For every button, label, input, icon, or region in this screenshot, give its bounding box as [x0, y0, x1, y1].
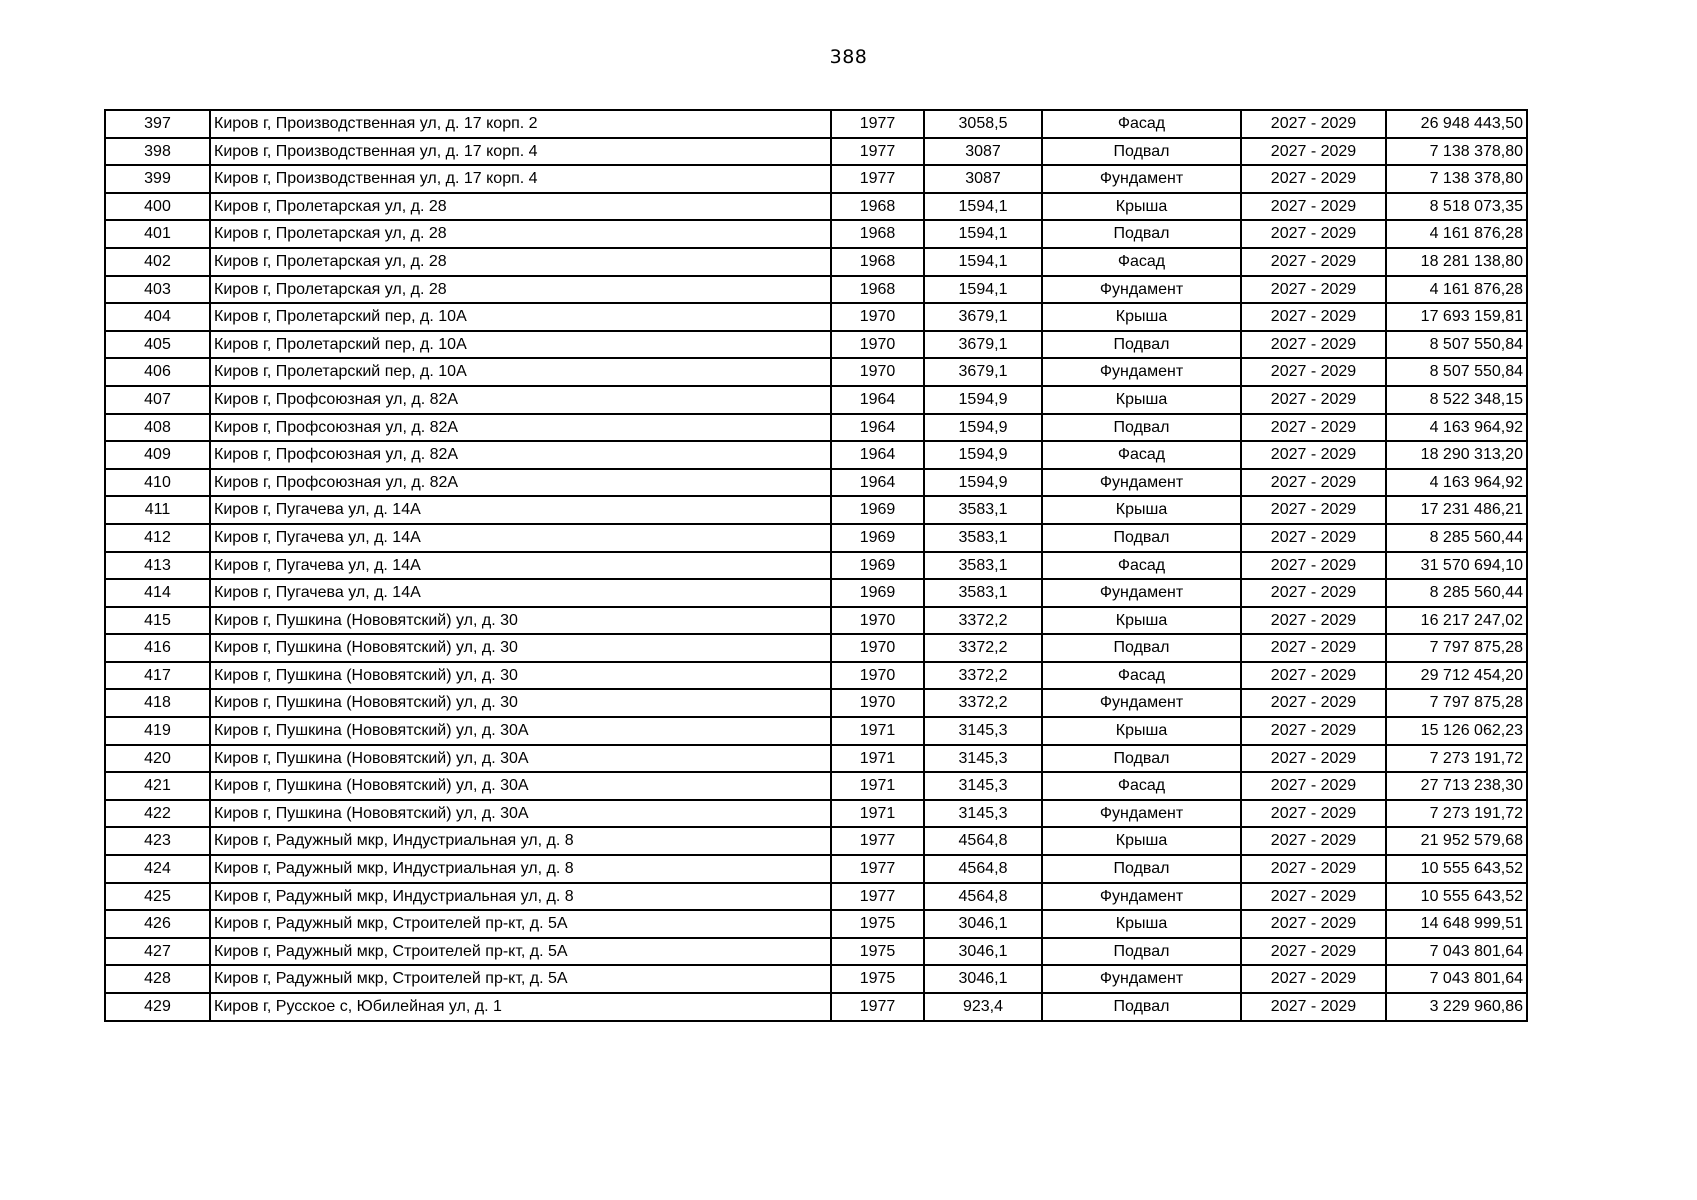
address-cell: Киров г, Радужный мкр, Строителей пр-кт, д. 5А: [210, 938, 831, 966]
year-built-cell: 1970: [831, 358, 924, 386]
page-number: 388: [829, 46, 868, 68]
row-number-cell: 406: [105, 358, 210, 386]
table-row: [105, 689, 1527, 717]
row-number-cell: 416: [105, 634, 210, 662]
address-cell: Киров г, Радужный мкр, Индустриальная ул, д. 8: [210, 827, 831, 855]
period-cell: 2027 - 2029: [1241, 358, 1386, 386]
area-cell: 4564,8: [924, 855, 1042, 883]
work-type-cell: Фундамент: [1042, 579, 1241, 607]
address-cell: Киров г, Пугачева ул, д. 14А: [210, 579, 831, 607]
period-cell: 2027 - 2029: [1241, 965, 1386, 993]
address-cell: Киров г, Пролетарский пер, д. 10А: [210, 331, 831, 359]
year-built-cell: 1964: [831, 441, 924, 469]
area-cell: 4564,8: [924, 883, 1042, 911]
table-row: [105, 193, 1527, 221]
address-cell: Киров г, Пролетарский пер, д. 10А: [210, 303, 831, 331]
row-number-cell: 413: [105, 552, 210, 580]
area-cell: 3087: [924, 165, 1042, 193]
year-built-cell: 1969: [831, 496, 924, 524]
row-number-cell: 428: [105, 965, 210, 993]
area-cell: 3372,2: [924, 607, 1042, 635]
period-cell: 2027 - 2029: [1241, 524, 1386, 552]
period-cell: 2027 - 2029: [1241, 993, 1386, 1021]
table-row: [105, 276, 1527, 304]
area-cell: 3583,1: [924, 524, 1042, 552]
work-type-cell: Подвал: [1042, 331, 1241, 359]
work-type-cell: Фасад: [1042, 662, 1241, 690]
year-built-cell: 1971: [831, 717, 924, 745]
period-cell: 2027 - 2029: [1241, 910, 1386, 938]
period-cell: 2027 - 2029: [1241, 193, 1386, 221]
period-cell: 2027 - 2029: [1241, 579, 1386, 607]
table-row: [105, 524, 1527, 552]
year-built-cell: 1970: [831, 303, 924, 331]
year-built-cell: 1970: [831, 607, 924, 635]
period-cell: 2027 - 2029: [1241, 441, 1386, 469]
cost-cell: 10 555 643,52: [1386, 883, 1527, 911]
work-type-cell: Подвал: [1042, 138, 1241, 166]
cost-cell: 4 163 964,92: [1386, 469, 1527, 497]
row-number-cell: 429: [105, 993, 210, 1021]
table-row: [105, 138, 1527, 166]
cost-cell: 27 713 238,30: [1386, 772, 1527, 800]
table-row: [105, 800, 1527, 828]
period-cell: 2027 - 2029: [1241, 303, 1386, 331]
row-number-cell: 426: [105, 910, 210, 938]
cost-cell: 7 138 378,80: [1386, 138, 1527, 166]
area-cell: 3679,1: [924, 303, 1042, 331]
address-cell: Киров г, Профсоюзная ул, д. 82А: [210, 386, 831, 414]
area-cell: 3046,1: [924, 910, 1042, 938]
area-cell: 4564,8: [924, 827, 1042, 855]
work-type-cell: Фасад: [1042, 772, 1241, 800]
period-cell: 2027 - 2029: [1241, 110, 1386, 138]
work-type-cell: Фасад: [1042, 248, 1241, 276]
cost-cell: 4 163 964,92: [1386, 414, 1527, 442]
row-number-cell: 427: [105, 938, 210, 966]
row-number-cell: 412: [105, 524, 210, 552]
cost-cell: 3 229 960,86: [1386, 993, 1527, 1021]
repair-schedule-table: [104, 109, 1528, 1022]
period-cell: 2027 - 2029: [1241, 689, 1386, 717]
cost-cell: 29 712 454,20: [1386, 662, 1527, 690]
cost-cell: 8 522 348,15: [1386, 386, 1527, 414]
work-type-cell: Фундамент: [1042, 800, 1241, 828]
cost-cell: 21 952 579,68: [1386, 827, 1527, 855]
cost-cell: 4 161 876,28: [1386, 220, 1527, 248]
area-cell: 1594,1: [924, 220, 1042, 248]
period-cell: 2027 - 2029: [1241, 220, 1386, 248]
table-row: [105, 938, 1527, 966]
address-cell: Киров г, Пушкина (Нововятский) ул, д. 30А: [210, 772, 831, 800]
row-number-cell: 417: [105, 662, 210, 690]
year-built-cell: 1971: [831, 772, 924, 800]
row-number-cell: 414: [105, 579, 210, 607]
table-row: [105, 248, 1527, 276]
area-cell: 3583,1: [924, 496, 1042, 524]
year-built-cell: 1970: [831, 331, 924, 359]
work-type-cell: Подвал: [1042, 634, 1241, 662]
year-built-cell: 1969: [831, 552, 924, 580]
table-row: [105, 855, 1527, 883]
area-cell: 3145,3: [924, 772, 1042, 800]
year-built-cell: 1971: [831, 800, 924, 828]
row-number-cell: 401: [105, 220, 210, 248]
table-row: [105, 717, 1527, 745]
work-type-cell: Подвал: [1042, 938, 1241, 966]
year-built-cell: 1977: [831, 883, 924, 911]
cost-cell: 16 217 247,02: [1386, 607, 1527, 635]
area-cell: 923,4: [924, 993, 1042, 1021]
table-row: [105, 827, 1527, 855]
period-cell: 2027 - 2029: [1241, 386, 1386, 414]
address-cell: Киров г, Пушкина (Нововятский) ул, д. 30: [210, 634, 831, 662]
year-built-cell: 1970: [831, 634, 924, 662]
area-cell: 3372,2: [924, 689, 1042, 717]
row-number-cell: 402: [105, 248, 210, 276]
table-row: [105, 745, 1527, 773]
period-cell: 2027 - 2029: [1241, 772, 1386, 800]
cost-cell: 7 273 191,72: [1386, 800, 1527, 828]
cost-cell: 17 693 159,81: [1386, 303, 1527, 331]
area-cell: 3145,3: [924, 717, 1042, 745]
address-cell: Киров г, Пролетарская ул, д. 28: [210, 193, 831, 221]
row-number-cell: 418: [105, 689, 210, 717]
table-row: [105, 662, 1527, 690]
table-row: [105, 165, 1527, 193]
address-cell: Киров г, Производственная ул, д. 17 корп. 2: [210, 110, 831, 138]
work-type-cell: Крыша: [1042, 827, 1241, 855]
cost-cell: 26 948 443,50: [1386, 110, 1527, 138]
year-built-cell: 1977: [831, 138, 924, 166]
year-built-cell: 1977: [831, 855, 924, 883]
work-type-cell: Крыша: [1042, 386, 1241, 414]
period-cell: 2027 - 2029: [1241, 938, 1386, 966]
year-built-cell: 1964: [831, 386, 924, 414]
area-cell: 3046,1: [924, 938, 1042, 966]
cost-cell: 7 138 378,80: [1386, 165, 1527, 193]
cost-cell: 7 043 801,64: [1386, 965, 1527, 993]
period-cell: 2027 - 2029: [1241, 248, 1386, 276]
address-cell: Киров г, Профсоюзная ул, д. 82А: [210, 469, 831, 497]
year-built-cell: 1975: [831, 910, 924, 938]
cost-cell: 8 285 560,44: [1386, 524, 1527, 552]
row-number-cell: 411: [105, 496, 210, 524]
period-cell: 2027 - 2029: [1241, 496, 1386, 524]
row-number-cell: 420: [105, 745, 210, 773]
area-cell: 3145,3: [924, 800, 1042, 828]
row-number-cell: 423: [105, 827, 210, 855]
address-cell: Киров г, Пушкина (Нововятский) ул, д. 30: [210, 662, 831, 690]
year-built-cell: 1964: [831, 414, 924, 442]
year-built-cell: 1977: [831, 110, 924, 138]
year-built-cell: 1977: [831, 993, 924, 1021]
row-number-cell: 404: [105, 303, 210, 331]
period-cell: 2027 - 2029: [1241, 331, 1386, 359]
table-row: [105, 358, 1527, 386]
year-built-cell: 1970: [831, 662, 924, 690]
address-cell: Киров г, Производственная ул, д. 17 корп. 4: [210, 138, 831, 166]
work-type-cell: Фасад: [1042, 441, 1241, 469]
cost-cell: 15 126 062,23: [1386, 717, 1527, 745]
cost-cell: 8 507 550,84: [1386, 331, 1527, 359]
cost-cell: 8 507 550,84: [1386, 358, 1527, 386]
period-cell: 2027 - 2029: [1241, 276, 1386, 304]
period-cell: 2027 - 2029: [1241, 883, 1386, 911]
address-cell: Киров г, Пушкина (Нововятский) ул, д. 30А: [210, 800, 831, 828]
work-type-cell: Подвал: [1042, 220, 1241, 248]
row-number-cell: 408: [105, 414, 210, 442]
table-row: [105, 883, 1527, 911]
work-type-cell: Фундамент: [1042, 165, 1241, 193]
year-built-cell: 1975: [831, 938, 924, 966]
address-cell: Киров г, Пушкина (Нововятский) ул, д. 30: [210, 607, 831, 635]
table-row: [105, 910, 1527, 938]
table-row: [105, 552, 1527, 580]
work-type-cell: Подвал: [1042, 993, 1241, 1021]
cost-cell: 8 518 073,35: [1386, 193, 1527, 221]
cost-cell: 7 043 801,64: [1386, 938, 1527, 966]
work-type-cell: Подвал: [1042, 524, 1241, 552]
work-type-cell: Подвал: [1042, 855, 1241, 883]
area-cell: 1594,1: [924, 276, 1042, 304]
address-cell: Киров г, Пугачева ул, д. 14А: [210, 496, 831, 524]
work-type-cell: Фундамент: [1042, 276, 1241, 304]
cost-cell: 10 555 643,52: [1386, 855, 1527, 883]
address-cell: Киров г, Производственная ул, д. 17 корп. 4: [210, 165, 831, 193]
address-cell: Киров г, Профсоюзная ул, д. 82А: [210, 414, 831, 442]
address-cell: Киров г, Радужный мкр, Индустриальная ул, д. 8: [210, 855, 831, 883]
table-row: [105, 303, 1527, 331]
period-cell: 2027 - 2029: [1241, 607, 1386, 635]
area-cell: 1594,9: [924, 441, 1042, 469]
period-cell: 2027 - 2029: [1241, 662, 1386, 690]
area-cell: 3058,5: [924, 110, 1042, 138]
period-cell: 2027 - 2029: [1241, 165, 1386, 193]
work-type-cell: Крыша: [1042, 496, 1241, 524]
row-number-cell: 415: [105, 607, 210, 635]
table-row: [105, 331, 1527, 359]
area-cell: 3679,1: [924, 331, 1042, 359]
table-row: [105, 441, 1527, 469]
row-number-cell: 410: [105, 469, 210, 497]
table-row: [105, 220, 1527, 248]
row-number-cell: 421: [105, 772, 210, 800]
area-cell: 1594,1: [924, 248, 1042, 276]
table-row: [105, 607, 1527, 635]
period-cell: 2027 - 2029: [1241, 138, 1386, 166]
year-built-cell: 1968: [831, 248, 924, 276]
cost-cell: 7 797 875,28: [1386, 689, 1527, 717]
year-built-cell: 1971: [831, 745, 924, 773]
period-cell: 2027 - 2029: [1241, 717, 1386, 745]
area-cell: 1594,9: [924, 386, 1042, 414]
period-cell: 2027 - 2029: [1241, 827, 1386, 855]
row-number-cell: 424: [105, 855, 210, 883]
address-cell: Киров г, Радужный мкр, Индустриальная ул, д. 8: [210, 883, 831, 911]
row-number-cell: 419: [105, 717, 210, 745]
period-cell: 2027 - 2029: [1241, 745, 1386, 773]
cost-cell: 7 797 875,28: [1386, 634, 1527, 662]
row-number-cell: 407: [105, 386, 210, 414]
cost-cell: 8 285 560,44: [1386, 579, 1527, 607]
year-built-cell: 1970: [831, 689, 924, 717]
address-cell: Киров г, Пролетарская ул, д. 28: [210, 220, 831, 248]
area-cell: 3372,2: [924, 634, 1042, 662]
year-built-cell: 1977: [831, 165, 924, 193]
period-cell: 2027 - 2029: [1241, 855, 1386, 883]
work-type-cell: Подвал: [1042, 414, 1241, 442]
period-cell: 2027 - 2029: [1241, 634, 1386, 662]
table-row: [105, 634, 1527, 662]
address-cell: Киров г, Пушкина (Нововятский) ул, д. 30А: [210, 745, 831, 773]
work-type-cell: Крыша: [1042, 717, 1241, 745]
address-cell: Киров г, Пугачева ул, д. 14А: [210, 552, 831, 580]
address-cell: Киров г, Пролетарская ул, д. 28: [210, 276, 831, 304]
table-row: [105, 110, 1527, 138]
work-type-cell: Крыша: [1042, 303, 1241, 331]
period-cell: 2027 - 2029: [1241, 469, 1386, 497]
table-row: [105, 965, 1527, 993]
cost-cell: 18 290 313,20: [1386, 441, 1527, 469]
row-number-cell: 425: [105, 883, 210, 911]
cost-cell: 14 648 999,51: [1386, 910, 1527, 938]
work-type-cell: Фасад: [1042, 110, 1241, 138]
area-cell: 1594,9: [924, 414, 1042, 442]
work-type-cell: Подвал: [1042, 745, 1241, 773]
year-built-cell: 1969: [831, 524, 924, 552]
address-cell: Киров г, Пролетарская ул, д. 28: [210, 248, 831, 276]
cost-cell: 7 273 191,72: [1386, 745, 1527, 773]
table-row: [105, 386, 1527, 414]
period-cell: 2027 - 2029: [1241, 800, 1386, 828]
area-cell: 3046,1: [924, 965, 1042, 993]
work-type-cell: Фундамент: [1042, 965, 1241, 993]
cost-cell: 18 281 138,80: [1386, 248, 1527, 276]
period-cell: 2027 - 2029: [1241, 552, 1386, 580]
work-type-cell: Фасад: [1042, 552, 1241, 580]
address-cell: Киров г, Пушкина (Нововятский) ул, д. 30А: [210, 717, 831, 745]
address-cell: Киров г, Пушкина (Нововятский) ул, д. 30: [210, 689, 831, 717]
area-cell: 1594,9: [924, 469, 1042, 497]
address-cell: Киров г, Профсоюзная ул, д. 82А: [210, 441, 831, 469]
table-row: [105, 579, 1527, 607]
row-number-cell: 403: [105, 276, 210, 304]
address-cell: Киров г, Пугачева ул, д. 14А: [210, 524, 831, 552]
table-row: [105, 469, 1527, 497]
table-body: [105, 110, 1527, 1021]
year-built-cell: 1968: [831, 276, 924, 304]
year-built-cell: 1968: [831, 220, 924, 248]
address-cell: Киров г, Пролетарский пер, д. 10А: [210, 358, 831, 386]
year-built-cell: 1975: [831, 965, 924, 993]
cost-cell: 31 570 694,10: [1386, 552, 1527, 580]
area-cell: 3583,1: [924, 579, 1042, 607]
work-type-cell: Фундамент: [1042, 883, 1241, 911]
area-cell: 3372,2: [924, 662, 1042, 690]
year-built-cell: 1964: [831, 469, 924, 497]
address-cell: Киров г, Радужный мкр, Строителей пр-кт, д. 5А: [210, 965, 831, 993]
table-row: [105, 772, 1527, 800]
table-row: [105, 496, 1527, 524]
work-type-cell: Крыша: [1042, 193, 1241, 221]
row-number-cell: 405: [105, 331, 210, 359]
year-built-cell: 1977: [831, 827, 924, 855]
period-cell: 2027 - 2029: [1241, 414, 1386, 442]
year-built-cell: 1968: [831, 193, 924, 221]
area-cell: 1594,1: [924, 193, 1042, 221]
work-type-cell: Фундамент: [1042, 469, 1241, 497]
work-type-cell: Крыша: [1042, 607, 1241, 635]
row-number-cell: 398: [105, 138, 210, 166]
area-cell: 3679,1: [924, 358, 1042, 386]
row-number-cell: 409: [105, 441, 210, 469]
row-number-cell: 400: [105, 193, 210, 221]
work-type-cell: Фундамент: [1042, 689, 1241, 717]
cost-cell: 4 161 876,28: [1386, 276, 1527, 304]
address-cell: Киров г, Русское с, Юбилейная ул, д. 1: [210, 993, 831, 1021]
work-type-cell: Фундамент: [1042, 358, 1241, 386]
area-cell: 3087: [924, 138, 1042, 166]
area-cell: 3145,3: [924, 745, 1042, 773]
table-row: [105, 993, 1527, 1021]
year-built-cell: 1969: [831, 579, 924, 607]
work-type-cell: Крыша: [1042, 910, 1241, 938]
table-row: [105, 414, 1527, 442]
row-number-cell: 397: [105, 110, 210, 138]
address-cell: Киров г, Радужный мкр, Строителей пр-кт, д. 5А: [210, 910, 831, 938]
row-number-cell: 399: [105, 165, 210, 193]
row-number-cell: 422: [105, 800, 210, 828]
cost-cell: 17 231 486,21: [1386, 496, 1527, 524]
area-cell: 3583,1: [924, 552, 1042, 580]
